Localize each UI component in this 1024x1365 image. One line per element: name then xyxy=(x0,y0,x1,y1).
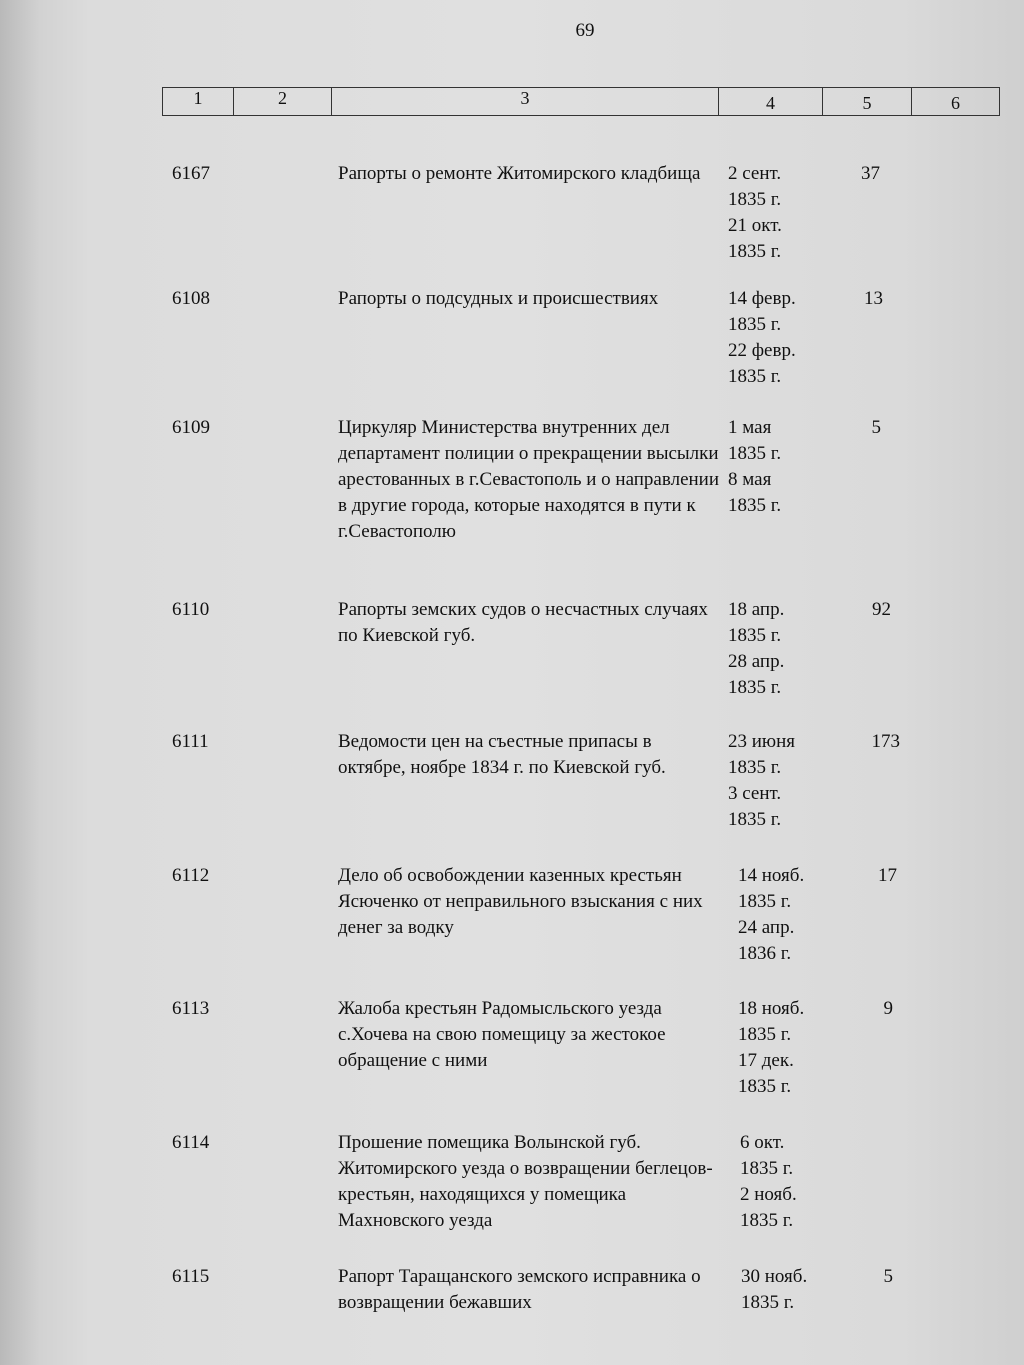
date-line: 1835 г. xyxy=(728,809,782,830)
file-dates xyxy=(728,597,828,701)
date-line: 1835 г. xyxy=(728,366,782,387)
date-line: 24 апр. xyxy=(738,917,795,938)
header-col-5: 5 xyxy=(822,88,911,115)
file-description: Рапорты о подсудных и происшествиях xyxy=(338,288,659,309)
date-line: 8 мая xyxy=(728,469,772,490)
file-dates xyxy=(728,729,828,833)
sheet-count: 92 xyxy=(872,599,891,620)
file-dates xyxy=(728,415,828,519)
date-line: 14 февр. xyxy=(728,288,796,309)
file-description: Жалоба крестьян Радомысльского уезда с.Хочева на свою помещицу за жестокое обращение с ними xyxy=(338,998,666,1071)
date-line: 30 нояб. xyxy=(741,1266,808,1287)
date-line: 1835 г. xyxy=(728,241,782,262)
page-number: 69 xyxy=(575,20,595,41)
date-line: 1835 г. xyxy=(738,1076,792,1097)
file-dates xyxy=(738,863,838,967)
file-description: Ведомости цен на съестные припасы в октябре, ноябре 1834 г. по Киевской губ. xyxy=(338,731,666,778)
file-number: 6112 xyxy=(172,865,210,886)
date-line: 1835 г. xyxy=(728,443,782,464)
date-line: 1835 г. xyxy=(728,677,782,698)
date-line: 1835 г. xyxy=(728,314,782,335)
file-number: 6113 xyxy=(172,998,210,1019)
file-description: Рапорты о ремонте Житомирского кладбища xyxy=(338,163,701,184)
date-line: 1 мая xyxy=(728,417,772,438)
file-number: 6115 xyxy=(172,1266,210,1287)
date-line: 3 сент. xyxy=(728,783,782,804)
file-number: 6167 xyxy=(172,163,210,184)
sheet-count: 37 xyxy=(861,163,880,184)
file-description: Циркуляр Министерства внутренних дел департамент полиции о прекращении высылки арестованных в г.Севастополь и о направлении в другие города, которые находятся в пути к г.Севастополю xyxy=(338,417,720,542)
file-description: Дело об освобождении казенных крестьян Ясюченко от неправильного взыскания с них денег за водку xyxy=(338,865,703,938)
sheet-count: 5 xyxy=(871,417,881,438)
date-line: 1835 г. xyxy=(728,625,782,646)
sheet-count: 9 xyxy=(883,998,893,1019)
header-col-4: 4 xyxy=(718,88,822,115)
header-col-6: 6 xyxy=(911,88,999,115)
date-line: 1835 г. xyxy=(740,1210,794,1231)
date-line: 2 сент. xyxy=(728,163,782,184)
date-line: 18 апр. xyxy=(728,599,785,620)
date-line: 1835 г. xyxy=(738,1024,792,1045)
file-number: 6109 xyxy=(172,417,210,438)
date-line: 1835 г. xyxy=(728,495,782,516)
file-dates xyxy=(741,1264,841,1316)
date-line: 1835 г. xyxy=(741,1292,795,1313)
date-line: 21 окт. xyxy=(728,215,782,236)
date-line: 18 нояб. xyxy=(738,998,805,1019)
file-dates xyxy=(740,1130,840,1234)
file-number: 6110 xyxy=(172,599,210,620)
file-description: Прошение помещика Волынской губ. Житомирского уезда о возвращении беглецов-крестьян, находящихся у помещика Махновского уезда xyxy=(338,1132,713,1231)
date-line: 17 дек. xyxy=(738,1050,794,1071)
file-dates xyxy=(728,286,828,390)
table-header-row xyxy=(162,87,1000,116)
sheet-count: 17 xyxy=(878,865,897,886)
file-description: Рапорт Таращанского земского исправника о возвращении бежавших xyxy=(338,1266,701,1313)
date-line: 6 окт. xyxy=(740,1132,785,1153)
file-dates xyxy=(728,161,828,265)
file-number: 6108 xyxy=(172,288,210,309)
date-line: 1835 г. xyxy=(738,891,792,912)
file-description: Рапорты земских судов о несчастных случаях по Киевской губ. xyxy=(338,599,708,646)
date-line: 1836 г. xyxy=(738,943,792,964)
header-col-3: 3 xyxy=(331,88,718,115)
date-line: 28 апр. xyxy=(728,651,785,672)
date-line: 1835 г. xyxy=(740,1158,794,1179)
date-line: 22 февр. xyxy=(728,340,796,361)
file-number: 6111 xyxy=(172,731,209,752)
header-col-2: 2 xyxy=(233,88,331,115)
file-number: 6114 xyxy=(172,1132,210,1153)
file-dates xyxy=(738,996,838,1100)
date-line: 2 нояб. xyxy=(740,1184,797,1205)
sheet-count: 13 xyxy=(864,288,883,309)
header-col-1: 1 xyxy=(193,88,203,108)
date-line: 14 нояб. xyxy=(738,865,805,886)
date-line: 23 июня xyxy=(728,731,796,752)
date-line: 1835 г. xyxy=(728,189,782,210)
sheet-count: 5 xyxy=(883,1266,893,1287)
date-line: 1835 г. xyxy=(728,757,782,778)
sheet-count: 173 xyxy=(871,731,900,752)
